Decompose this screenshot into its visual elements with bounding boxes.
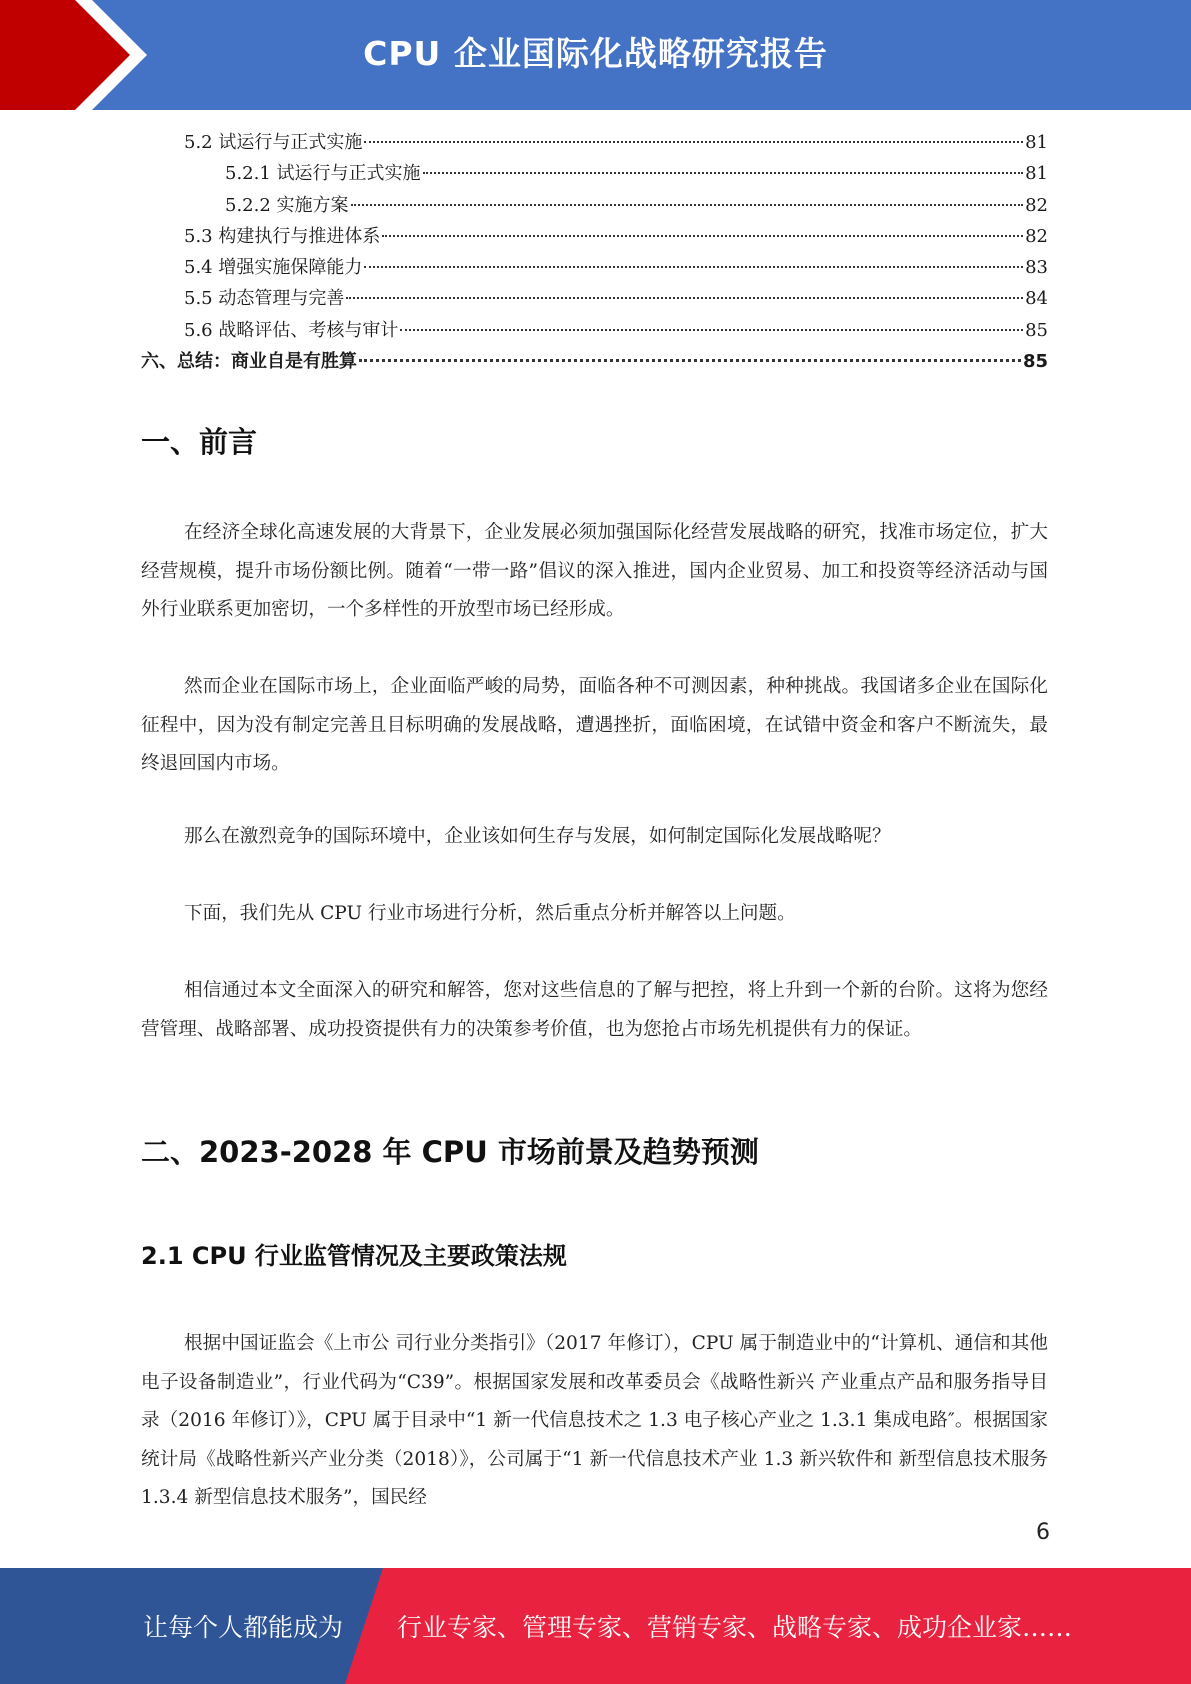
toc-entry-label: 5.4 增强实施保障能力 — [184, 257, 363, 279]
toc-entry-page: 81 — [1025, 163, 1048, 185]
subsection-heading-regulation: 2.1 CPU 行业监管情况及主要政策法规 — [141, 1242, 567, 1270]
toc-entry-page: 85 — [1022, 351, 1048, 373]
toc-entry-label: 5.2.1 试运行与正式实施 — [225, 163, 421, 185]
body-paragraph: 在经济全球化高速发展的大背景下，企业发展必须加强国际化经营发展战略的研究，找准市场定位，扩大经营规模，提升市场份额比例。随着“一带一路”倡议的深入推进，国内企业贸易、加工和投资等经济活动与国外行业联系更加密切，一个多样性的开放型市场已经形成。 — [141, 522, 1048, 620]
section-heading-market-outlook: 二、2023-2028 年 CPU 市场前景及趋势预测 — [141, 1135, 759, 1169]
header-title: CPU 企业国际化战略研究报告 — [363, 34, 828, 73]
toc-leader-dots — [400, 329, 1023, 331]
section-heading-preface: 一、前言 — [141, 425, 258, 459]
toc-entry[interactable] — [141, 222, 1048, 253]
toc-entry-label: 5.5 动态管理与完善 — [184, 288, 345, 310]
toc-entry-label: 5.3 构建执行与推进体系 — [184, 225, 381, 247]
toc-entry[interactable] — [141, 128, 1048, 159]
toc-entry[interactable] — [141, 253, 1048, 284]
toc-entry-label: 六、总结：商业自是有胜算 — [141, 351, 357, 373]
body-paragraph: 下面，我们先从 CPU 行业市场进行分析，然后重点分析并解答以上问题。 — [184, 903, 796, 924]
page-number: 6 — [1036, 1520, 1050, 1545]
toc-leader-dots — [364, 266, 1023, 268]
toc-leader-dots — [364, 141, 1023, 143]
toc-entry[interactable] — [141, 284, 1048, 315]
page-footer — [0, 1568, 1191, 1684]
body-paragraph: 那么在激烈竞争的国际环境中，企业该如何生存与发展，如何制定国际化发展战略呢？ — [184, 826, 891, 847]
toc-entry-page: 81 — [1025, 132, 1048, 153]
toc-leader-dots — [351, 204, 1024, 206]
toc-leader-dots — [382, 235, 1023, 237]
toc-entry[interactable] — [141, 191, 1048, 222]
toc-entry-page: 82 — [1025, 194, 1048, 216]
toc-entry[interactable] — [141, 347, 1048, 378]
toc-entry-label: 5.6 战略评估、考核与审计 — [184, 319, 399, 341]
toc-leader-dots — [359, 359, 1021, 362]
footer-slogan-left: 让每个人都能成为 — [143, 1613, 344, 1642]
page-header — [0, 0, 1191, 110]
table-of-contents — [141, 128, 1048, 378]
toc-entry[interactable] — [141, 316, 1048, 347]
body-paragraph: 相信通过本文全面深入的研究和解答，您对这些信息的了解与把控，将上升到一个新的台阶。这将为您经营管理、战略部署、成功投资提供有力的决策参考价值，也为您抢占市场先机提供有力的保证。 — [141, 980, 1048, 1040]
toc-entry-page: 82 — [1025, 225, 1048, 247]
body-paragraph: 根据中国证监会《上市公 司行业分类指引》（2017 年修订），CPU 属于制造业中的“计算机、通信和其他 电子设备制造业”，行业代码为“C39”。根据国家发展和改革委员会《战略性新兴 产业重点产品和服务指导目录（2016 年修订）》，CPU 属于目录中“1 新一代信息技术之 1.3 电子核心产业之 1.3.1 集成电路″。根据国家统计局《战略性新兴产业分类（2018）》，公司属于“1 新一代信息技术产业 1.3 新兴软件和 新型信息技术服务 1.3.4 新型信息技术服务”，国民经 — [141, 1333, 1048, 1508]
toc-entry-label: 5.2 试运行与正式实施 — [184, 132, 363, 153]
toc-entry-page: 84 — [1025, 288, 1048, 310]
toc-leader-dots — [423, 172, 1024, 174]
toc-leader-dots — [346, 297, 1023, 299]
toc-entry-label: 5.2.2 实施方案 — [225, 194, 349, 216]
toc-entry-page: 85 — [1025, 319, 1048, 341]
body-paragraph: 然而企业在国际市场上，企业面临严峻的局势，面临各种不可测因素，种种挑战。我国诸多企业在国际化征程中，因为没有制定完善且目标明确的发展战略，遭遇挫折，面临困境，在试错中资金和客户不断流失，最终退回国内市场。 — [141, 676, 1048, 774]
footer-slogan-right: 行业专家、管理专家、营销专家、战略专家、成功企业家…… — [397, 1613, 1073, 1642]
toc-entry[interactable] — [141, 159, 1048, 190]
toc-entry-page: 83 — [1025, 257, 1048, 279]
